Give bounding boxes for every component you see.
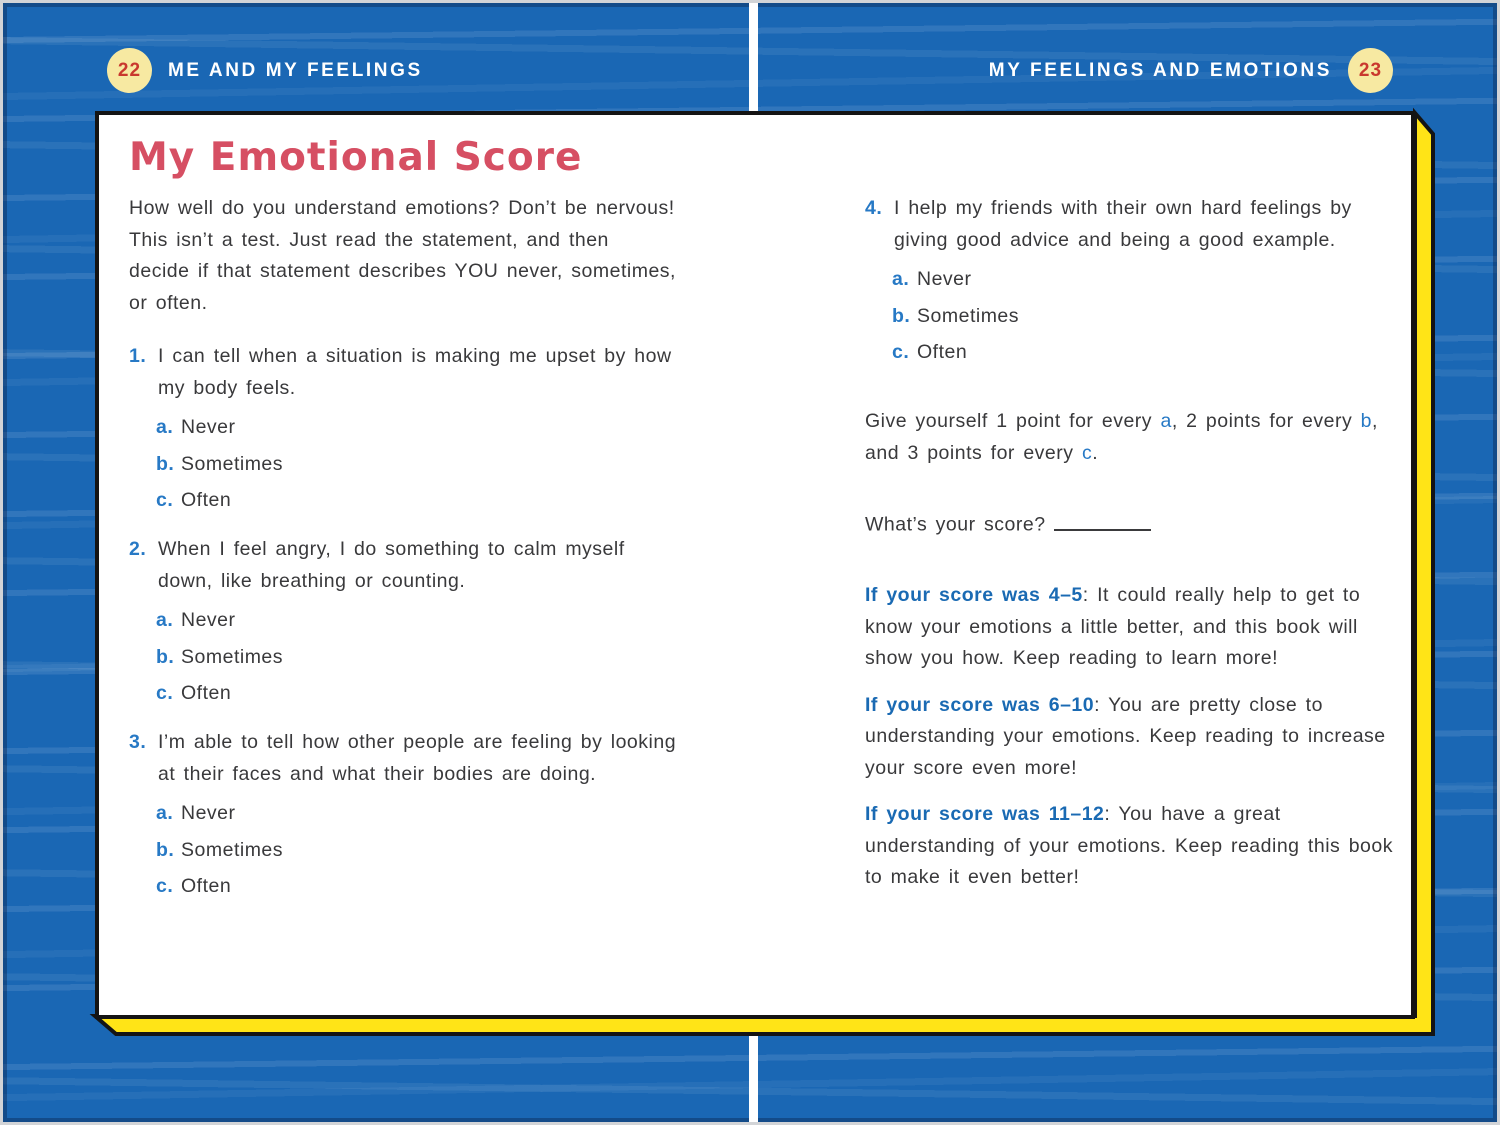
option-letter: a.: [892, 268, 910, 290]
options-list: [156, 414, 677, 514]
score-prompt: What’s your score?: [865, 513, 1046, 536]
column-left: [129, 193, 677, 920]
option-label: Never: [181, 609, 236, 631]
option-label: Often: [917, 341, 968, 363]
option-letter: b.: [156, 645, 175, 668]
option-item: [156, 607, 677, 634]
options-list: [892, 266, 1405, 366]
option-label: Often: [181, 875, 232, 897]
result-text: : It could really help to get to know your emotions a little better, and this book will show you how. Keep reading to learn more!: [865, 584, 1361, 669]
option-letter: a.: [156, 802, 174, 824]
score-prompt-line: [865, 509, 1405, 541]
score-blank-line: [1054, 509, 1151, 531]
header-right-label: MY FEELINGS AND EMOTIONS: [988, 59, 1332, 81]
option-item: [156, 837, 677, 864]
result-paragraph-3: [865, 799, 1405, 894]
option-letter: c.: [156, 875, 174, 897]
column-right: [865, 193, 1405, 909]
option-item: [156, 414, 677, 441]
option-label: Often: [181, 489, 232, 511]
page-number-badge-left: 22: [107, 48, 152, 93]
option-label: Sometimes: [181, 452, 284, 475]
options-list: [156, 607, 677, 707]
option-label: Never: [917, 268, 972, 290]
option-item: [156, 680, 677, 707]
option-item: [156, 873, 677, 900]
result-lead: If your score was 4–5: [865, 584, 1083, 606]
option-letter: b.: [156, 838, 175, 861]
option-label: Sometimes: [917, 304, 1020, 327]
question-number: 1.: [129, 345, 147, 367]
question-number: 4.: [865, 197, 883, 219]
option-label: Often: [181, 682, 232, 704]
scoring-paragraph: Give yourself 1 point for every a, 2 points for every b, and 3 points for every c.: [865, 410, 1378, 464]
question-text: I can tell when a situation is making me upset by how my body feels.: [158, 345, 672, 399]
question-number: 3.: [129, 731, 147, 753]
option-item: [156, 487, 677, 514]
option-item: [892, 266, 1405, 293]
result-lead: If your score was 11–12: [865, 803, 1105, 825]
question-text: When I feel angry, I do something to calm myself down, like breathing or counting.: [158, 538, 625, 592]
option-item: [156, 800, 677, 827]
header-right: [989, 48, 1393, 93]
page-card: [95, 111, 1415, 1019]
question-text: I’m able to tell how other people are feeling by looking at their faces and what their bodies are doing.: [158, 731, 677, 785]
intro-paragraph: How well do you understand emotions? Don’t be nervous! This isn’t a test. Just read the statement, and then decide if that statement describes YOU never, sometimes, or often.: [129, 197, 676, 314]
header-left-label: ME AND MY FEELINGS: [168, 59, 423, 81]
option-label: Sometimes: [181, 838, 284, 861]
option-label: Sometimes: [181, 645, 284, 668]
option-letter: b.: [156, 452, 175, 475]
options-list: [156, 800, 677, 900]
option-item: [156, 451, 677, 478]
option-letter: c.: [156, 489, 174, 511]
question-item-2: [129, 534, 677, 707]
page-number-badge-right: 23: [1348, 48, 1393, 93]
question-number: 2.: [129, 538, 147, 560]
result-lead: If your score was 6–10: [865, 693, 1095, 716]
option-item: [892, 303, 1405, 330]
option-letter: b.: [892, 304, 911, 327]
option-item: [892, 339, 1405, 366]
result-paragraph-2: [865, 690, 1405, 785]
option-letter: a.: [156, 609, 174, 631]
result-paragraph-1: [865, 580, 1405, 675]
question-text: I help my friends with their own hard feelings by giving good advice and being a good example.: [894, 197, 1352, 251]
result-text: : You are pretty close to understanding your emotions. Keep reading to increase your score even more!: [865, 693, 1386, 779]
result-text: : You have a great understanding of your emotions. Keep reading this book to make it even better!: [865, 803, 1393, 888]
option-letter: c.: [892, 341, 910, 363]
results-section: [865, 580, 1405, 894]
question-item-3: [129, 727, 677, 900]
option-letter: c.: [156, 682, 174, 704]
option-label: Never: [181, 416, 236, 438]
question-item-4: [865, 193, 1405, 366]
option-item: [156, 644, 677, 671]
option-label: Never: [181, 802, 236, 824]
header-left: [107, 48, 423, 93]
option-letter: a.: [156, 416, 174, 438]
article-title: My Emotional Score: [129, 135, 583, 180]
question-item-1: [129, 341, 677, 514]
